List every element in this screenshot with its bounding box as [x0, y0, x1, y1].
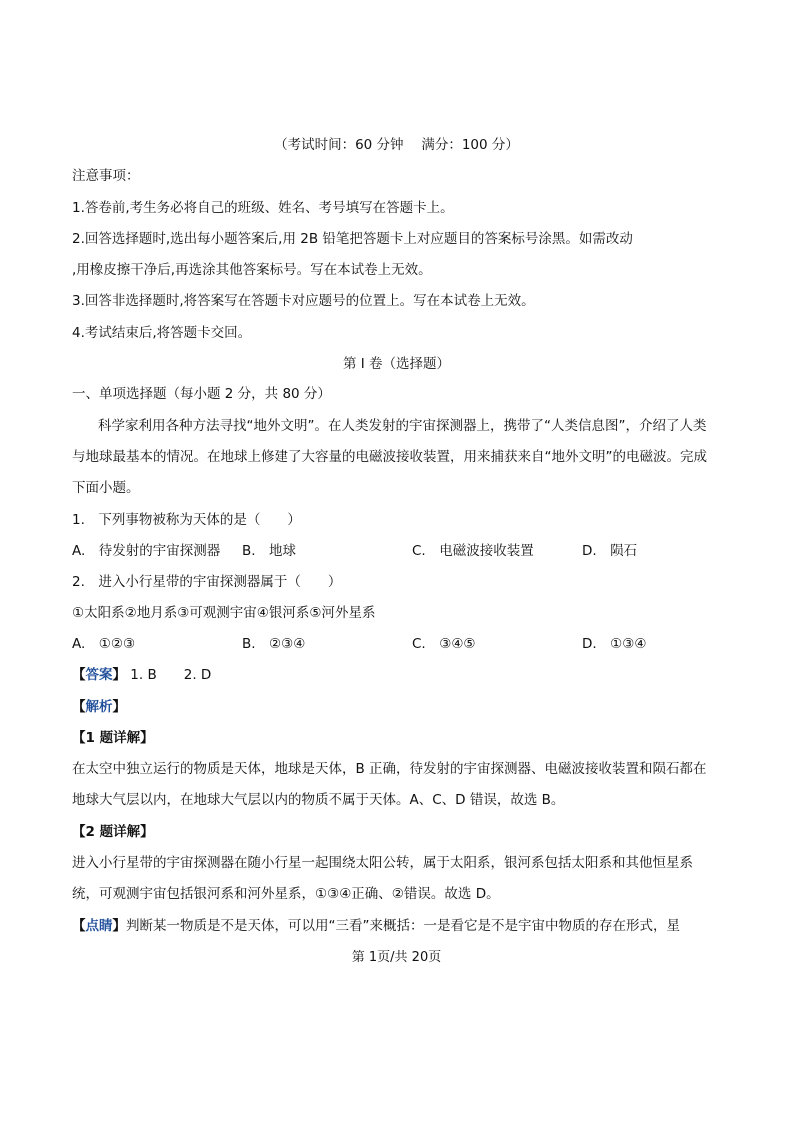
- detail-2-line: 进入小行星带的宇宙探测器在随小行星一起围绕太阳公转，属于太阳系，银河系包括太阳系和其他恒星系: [72, 855, 693, 871]
- q1-option-c: C. 电磁波接收装置: [412, 543, 534, 559]
- tip-line: [72, 916, 680, 936]
- note-item: 2.回答选择题时,选出每小题答案后,用 2B 铅笔把答题卡上对应题目的答案标号涂黑。如需改动: [72, 231, 633, 247]
- part-title: 一、单项选择题（每小题 2 分，共 80 分）: [72, 386, 331, 402]
- q2-option-d: D. ①③④: [582, 636, 647, 652]
- analysis-label: 【解析】: [72, 699, 126, 715]
- detail-1-line: 地球大气层以内，在地球大气层以内的物质不属于天体。A、C、D 错误，故选 B。: [72, 792, 565, 808]
- q1-option-a: A. 待发射的宇宙探测器: [72, 543, 221, 559]
- q2-option-c: C. ③④⑤: [412, 636, 476, 652]
- tip-label: 【点睛】: [72, 918, 126, 934]
- question-1-stem: 1. 下列事物被称为天体的是（ ）: [72, 512, 301, 528]
- answer-text: 1. B 2. D: [130, 667, 212, 683]
- q2-option-a: A. ①②③: [72, 636, 136, 652]
- exam-info: （考试时间：60 分钟 满分：100 分）: [274, 137, 519, 153]
- passage-line: 科学家利用各种方法寻找“地外文明”。在人类发射的宇宙探测器上，携带了“人类信息图”，介绍了人类: [98, 418, 707, 434]
- detail-2-heading: 【2 题详解】: [72, 824, 154, 840]
- q1-option-d: D. 陨石: [582, 543, 638, 559]
- detail-2-line: 统，可观测宇宙包括银河系和河外星系，①③④正确、②错误。故选 D。: [72, 886, 500, 902]
- page-footer: 第 1页/共 20页: [351, 950, 442, 965]
- question-2-choices: ①太阳系②地月系③可观测宇宙④银河系⑤河外星系: [72, 605, 376, 621]
- section-title: 第 I 卷（选择题）: [342, 356, 451, 372]
- q2-option-b: B. ②③④: [242, 636, 306, 652]
- note-item: ,用橡皮擦干净后,再选涂其他答案标号。写在本试卷上无效。: [72, 262, 432, 278]
- notes-heading: 注意事项：: [72, 168, 140, 184]
- question-2-stem: 2. 进入小行星带的宇宙探测器属于（ ）: [72, 574, 342, 590]
- q1-option-b: B. 地球: [242, 543, 297, 559]
- tip-text: 判断某一物质是不是天体，可以用“三看”来概括：一是看它是不是宇宙中物质的存在形式，星: [126, 918, 680, 934]
- note-item: 1.答卷前,考生务必将自己的班级、姓名、考号填写在答题卡上。: [72, 200, 454, 216]
- note-item: 3.回答非选择题时,将答案写在答题卡对应题号的位置上。写在本试卷上无效。: [72, 293, 535, 309]
- note-item: 4.考试结束后,将答题卡交回。: [72, 325, 252, 341]
- answer-line: [72, 665, 211, 685]
- detail-1-heading: 【1 题详解】: [72, 730, 154, 746]
- detail-1-line: 在太空中独立运行的物质是天体，地球是天体，B 正确，待发射的宇宙探测器、电磁波接收装置和陨石都在: [72, 761, 707, 777]
- passage-line: 与地球最基本的情况。在地球上修建了大容量的电磁波接收装置，用来捕获来自“地外文明”的电磁波。完成: [72, 449, 707, 465]
- answer-label: 【答案】: [72, 667, 126, 683]
- passage-line: 下面小题。: [72, 480, 140, 496]
